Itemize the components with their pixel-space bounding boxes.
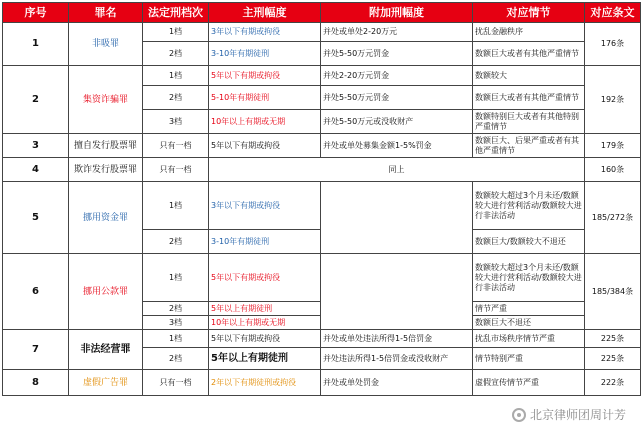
article: 192条 bbox=[585, 66, 641, 134]
circumstance: 数额较大 bbox=[473, 66, 585, 86]
table-row bbox=[3, 66, 641, 86]
row-number: 7 bbox=[3, 330, 69, 370]
row-number: 6 bbox=[3, 254, 69, 330]
additional-penalty: 并处或单处2-20万元 bbox=[321, 23, 473, 42]
additional-penalty: 并处违法所得1-5倍罚金或没收财产 bbox=[321, 348, 473, 370]
additional-penalty: 并处或单处罚金 bbox=[321, 370, 473, 396]
main-penalty: 3年以下有期或拘役 bbox=[209, 23, 321, 42]
main-penalty: 10年以上有期或无期 bbox=[209, 316, 321, 330]
additional-penalty-empty bbox=[321, 254, 473, 330]
crime-name: 欺诈发行股票罪 bbox=[69, 158, 143, 182]
same-as-above: 同上 bbox=[209, 158, 585, 182]
circumstance: 扰乱金融秩序 bbox=[473, 23, 585, 42]
main-penalty: 5-10年有期徒刑 bbox=[209, 86, 321, 110]
level: 3档 bbox=[143, 110, 209, 134]
circumstance: 扰乱市场秩序情节严重 bbox=[473, 330, 585, 348]
header-main-penalty: 主刑幅度 bbox=[209, 3, 321, 23]
circumstance: 数额较大超过3个月未还/数额较大进行营利活动/数额较大进行非法活动 bbox=[473, 182, 585, 230]
main-penalty: 5年以上有期徒刑 bbox=[209, 348, 321, 370]
level: 2档 bbox=[143, 42, 209, 66]
main-penalty: 5年以下有期或拘役 bbox=[209, 134, 321, 158]
crime-name: 虚假广告罪 bbox=[69, 370, 143, 396]
circumstance: 情节严重 bbox=[473, 302, 585, 316]
crime-name: 非吸罪 bbox=[69, 23, 143, 66]
header-additional-penalty: 附加刑幅度 bbox=[321, 3, 473, 23]
main-penalty: 5年以下有期或拘役 bbox=[209, 254, 321, 302]
table-row bbox=[3, 330, 641, 348]
main-penalty: 5年以上有期徒刑 bbox=[209, 302, 321, 316]
additional-penalty: 并处或单处违法所得1-5倍罚金 bbox=[321, 330, 473, 348]
article: 185/272条 bbox=[585, 182, 641, 254]
additional-penalty: 并处2-20万元罚金 bbox=[321, 66, 473, 86]
crime-name: 擅自发行股票罪 bbox=[69, 134, 143, 158]
table-row bbox=[3, 370, 641, 396]
circumstance: 数额巨大或者有其他严重情节 bbox=[473, 86, 585, 110]
circumstance: 数额巨大不退还 bbox=[473, 316, 585, 330]
article: 179条 bbox=[585, 134, 641, 158]
level: 2档 bbox=[143, 302, 209, 316]
header-level: 法定刑档次 bbox=[143, 3, 209, 23]
level: 1档 bbox=[143, 254, 209, 302]
row-number: 8 bbox=[3, 370, 69, 396]
level: 2档 bbox=[143, 348, 209, 370]
article: 160条 bbox=[585, 158, 641, 182]
circumstance: 数额巨大或者有其他严重情节 bbox=[473, 42, 585, 66]
level: 只有一档 bbox=[143, 370, 209, 396]
circumstance: 数额较大超过3个月未还/数额较大进行营利活动/数额较大进行非法活动 bbox=[473, 254, 585, 302]
table-row bbox=[3, 134, 641, 158]
row-number: 1 bbox=[3, 23, 69, 66]
header-circumstances: 对应情节 bbox=[473, 3, 585, 23]
crime-name: 集资诈骗罪 bbox=[69, 66, 143, 134]
main-penalty: 10年以上有期或无期 bbox=[209, 110, 321, 134]
level: 3档 bbox=[143, 316, 209, 330]
circumstance: 数额特别巨大或者有其他特别严重情节 bbox=[473, 110, 585, 134]
article: 225条 bbox=[585, 348, 641, 370]
row-number: 2 bbox=[3, 66, 69, 134]
main-penalty: 5年以下有期或拘役 bbox=[209, 330, 321, 348]
article: 225条 bbox=[585, 330, 641, 348]
level: 1档 bbox=[143, 23, 209, 42]
table-header-row bbox=[3, 3, 641, 23]
table-row bbox=[3, 158, 641, 182]
additional-penalty: 并处5-50万元或没收财产 bbox=[321, 110, 473, 134]
article: 176条 bbox=[585, 23, 641, 66]
circumstance: 数额巨大、后果严重或者有其他严重情节 bbox=[473, 134, 585, 158]
crime-penalty-table bbox=[2, 2, 641, 396]
level: 1档 bbox=[143, 330, 209, 348]
article: 185/384条 bbox=[585, 254, 641, 330]
additional-penalty: 并处5-50万元罚金 bbox=[321, 42, 473, 66]
level: 只有一档 bbox=[143, 134, 209, 158]
main-penalty: 2年以下有期徒刑或拘役 bbox=[209, 370, 321, 396]
circumstance: 虚假宣传情节严重 bbox=[473, 370, 585, 396]
additional-penalty: 并处或单处募集金额1-5%罚金 bbox=[321, 134, 473, 158]
crime-name: 挪用公款罪 bbox=[69, 254, 143, 330]
level: 1档 bbox=[143, 66, 209, 86]
article: 222条 bbox=[585, 370, 641, 396]
additional-penalty: 并处5-50万元罚金 bbox=[321, 86, 473, 110]
level: 只有一档 bbox=[143, 158, 209, 182]
header-no: 序号 bbox=[3, 3, 69, 23]
main-penalty: 3年以下有期或拘役 bbox=[209, 182, 321, 230]
header-article: 对应条文 bbox=[585, 3, 641, 23]
circumstance: 情节特别严重 bbox=[473, 348, 585, 370]
crime-name: 非法经营罪 bbox=[69, 330, 143, 370]
table-row bbox=[3, 182, 641, 230]
watermark bbox=[512, 406, 626, 423]
circumstance: 数额巨大/数额较大不退还 bbox=[473, 230, 585, 254]
table-row bbox=[3, 23, 641, 42]
level: 1档 bbox=[143, 182, 209, 230]
main-penalty: 5年以下有期或拘役 bbox=[209, 66, 321, 86]
watermark-text: 北京律师团周计芳 bbox=[529, 408, 626, 422]
header-crime: 罪名 bbox=[69, 3, 143, 23]
row-number: 4 bbox=[3, 158, 69, 182]
table-row bbox=[3, 254, 641, 302]
level: 2档 bbox=[143, 86, 209, 110]
crime-name: 挪用资金罪 bbox=[69, 182, 143, 254]
main-penalty: 3-10年有期徒刑 bbox=[209, 230, 321, 254]
row-number: 3 bbox=[3, 134, 69, 158]
additional-penalty-empty bbox=[321, 182, 473, 254]
main-penalty: 3-10年有期徒刑 bbox=[209, 42, 321, 66]
wechat-icon bbox=[512, 408, 526, 422]
level: 2档 bbox=[143, 230, 209, 254]
row-number: 5 bbox=[3, 182, 69, 254]
